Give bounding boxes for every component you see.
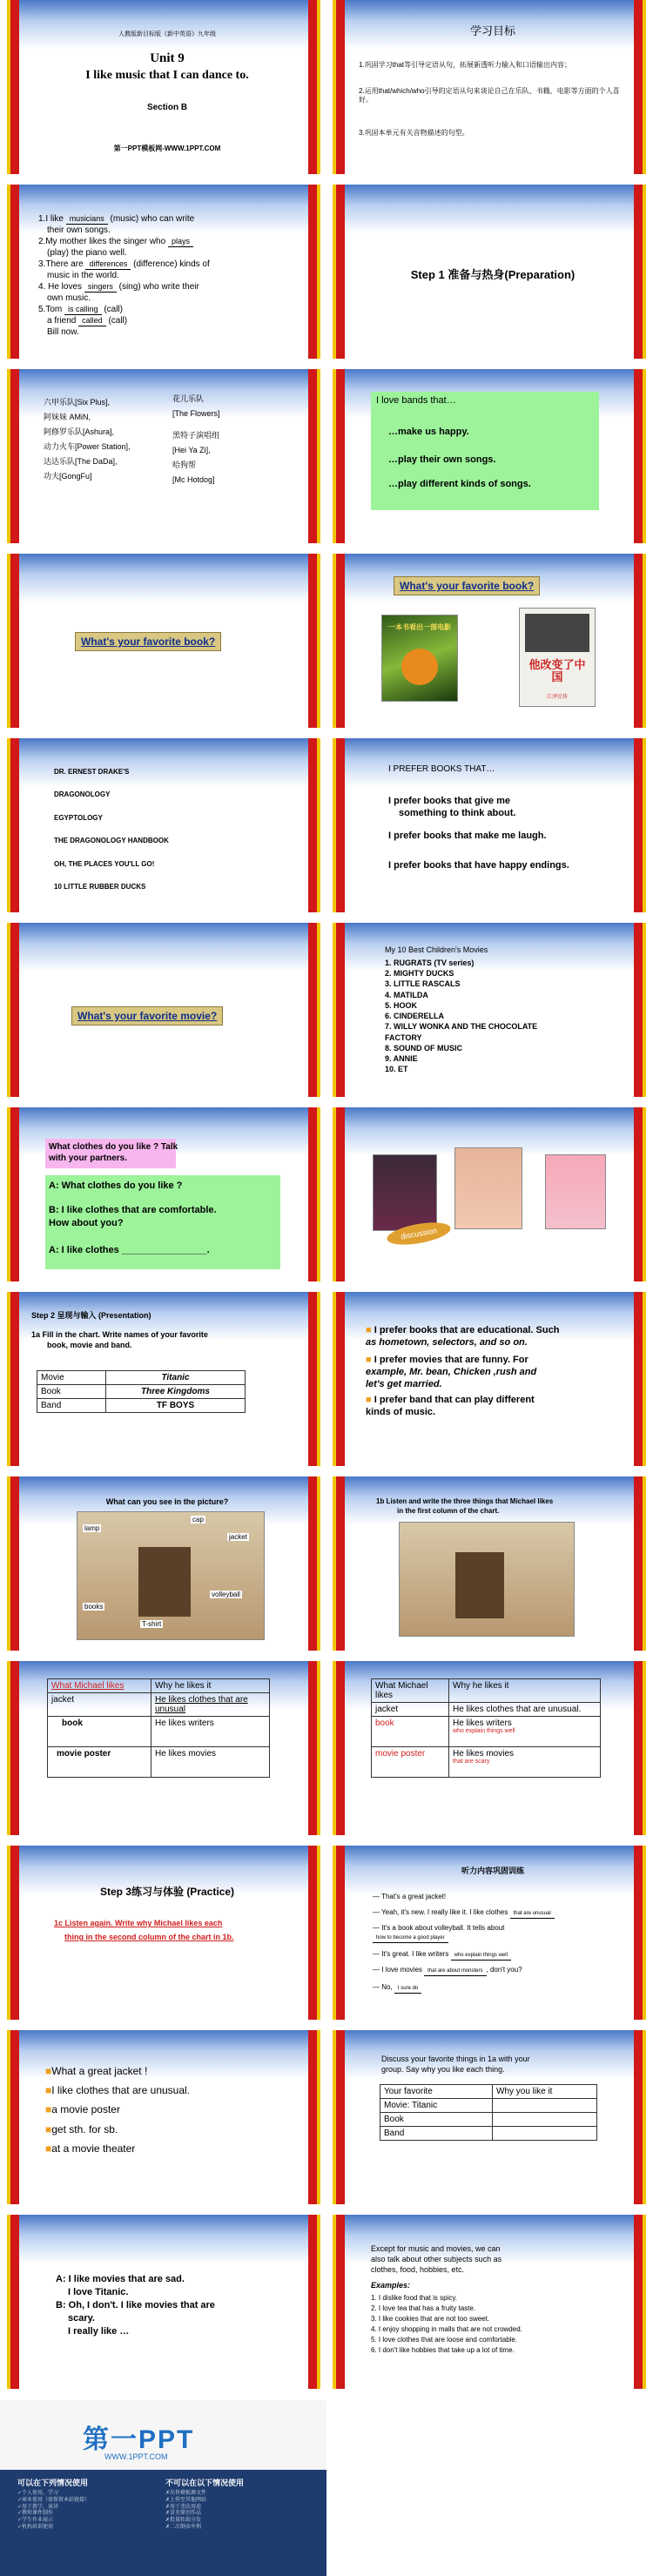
exercise-line-3: 3.There are differences (difference) kinds of: [38, 259, 210, 269]
prefer-line-1b: something to think about.: [399, 808, 516, 818]
slide-7-book-question[interactable]: [7, 554, 320, 728]
bands-intro: I love bands that…: [376, 395, 456, 406]
slide-1-title[interactable]: [7, 0, 320, 174]
michael-chart: [47, 1678, 270, 1778]
fill-instruction-2: book, movie and band.: [47, 1341, 132, 1349]
examples-list: 1. I dislike food that is spicy. 2. I love tea that has a fruity taste. 3. I like cookies that are not too sweet. 4. I enjoy shopping in malls that are not crowded. 5. I love clothes that are loose and comfortable. 6. I don't like hobbies that take up a lot of time.: [371, 2294, 522, 2354]
listening-line-4: — It's great. I like writers who explain things well: [373, 1950, 511, 1961]
exercise-line-2: 2.My mother likes the singer who plays: [38, 237, 193, 248]
person-figure: [138, 1547, 191, 1617]
examples-intro-1: Except for music and movies, we can: [371, 2244, 501, 2253]
bands-item-1: …make us happy.: [388, 427, 469, 437]
table-row: Movie Titanic: [37, 1371, 246, 1385]
table-row: book He likes writers who explain things well: [372, 1717, 601, 1747]
slide-17-picture-question[interactable]: [7, 1476, 320, 1651]
slide-24-discuss[interactable]: [333, 2030, 646, 2204]
book-cover-1: [381, 615, 458, 702]
listen-instruction-2: in the first column of the chart.: [397, 1507, 500, 1515]
step2-title: Step 2 呈现与输入 (Presentation): [31, 1311, 151, 1320]
goal-1: 1.巩固学习that等引导定语从句，拓展新透听力输入和口语输出内容；: [359, 61, 572, 69]
step3-title: Step 3练习与体验 (Practice): [99, 1886, 235, 1898]
table-row: jacket He likes clothes that are unusual.: [372, 1703, 601, 1717]
exercise-line-1b: their own songs.: [47, 225, 111, 235]
michael-chart-answers: [371, 1678, 601, 1778]
site-link[interactable]: 第一PPT模板网-WWW.1PPT.COM: [113, 145, 221, 152]
favorites-table: [37, 1370, 246, 1413]
model-line-4: scary.: [68, 2313, 95, 2324]
label-cap: cap: [192, 1516, 204, 1523]
listening-line-6: — No, I sure do: [373, 1983, 421, 1994]
book-list: DR. ERNEST DRAKE'S DRAGONOLOGY EGYPTOLOGY THE DRAGONOLOGY HANDBOOK OH, THE PLACES YOU'LL GO! 10 LITTLE RUBBER DUCKS: [54, 768, 169, 891]
slide-21-practice[interactable]: [7, 1846, 320, 2020]
bands-box: [371, 392, 599, 510]
listen-instruction: 1b Listen and write the three things that Michael likes: [376, 1497, 554, 1505]
book-covers-title: What's your favorite book?: [394, 576, 540, 595]
table-row: Movie: Titanic: [380, 2099, 597, 2113]
table-row: What Michael likes Why he likes it: [48, 1679, 270, 1693]
model-line-3: B: Oh, I don't. I like movies that are: [56, 2300, 215, 2310]
slide-20-chart-answers[interactable]: [333, 1661, 646, 1835]
exercise-line-6: a friend called (call): [47, 316, 128, 326]
slide-12-movie-list[interactable]: [333, 923, 646, 1097]
answer-note-movie: that are scary: [453, 1759, 490, 1765]
discuss-instruction-2: group. Say why you like each thing.: [381, 2065, 505, 2074]
slide-6-love-bands[interactable]: [333, 369, 646, 543]
slide-8-book-covers[interactable]: [333, 554, 646, 728]
picture-question: What can you see in the picture?: [105, 1497, 229, 1506]
book-cover-2-subtitle: 江泽民传: [546, 695, 568, 700]
slide-14-clothes-pictures[interactable]: [333, 1107, 646, 1281]
examples-heading: Examples:: [371, 2281, 411, 2290]
book-question-title: What's your favorite book?: [75, 632, 221, 651]
model-line-5: I really like …: [68, 2326, 130, 2337]
dialog-a1: A: What clothes do you like ?: [49, 1180, 183, 1191]
dialog-b2: How about you?: [49, 1218, 124, 1228]
usage-forbidden-list: ✗出售模板源文件 ✗上传至其他网站 ✗用于违法用途 ✗冒充原创作品 ✗批量转载分发 ✗二次倒卖牟利: [165, 2491, 207, 2530]
table-row: Band: [380, 2127, 597, 2141]
prefer-line-1: I prefer books that give me: [388, 796, 510, 806]
slide-26-examples[interactable]: [333, 2215, 646, 2389]
slide-4-step1[interactable]: [333, 185, 646, 359]
prefer-example-2: ■ I prefer movies that are funny. For example, Mr. bean, Chicken ,rush and let's get married.: [366, 1355, 537, 1389]
listening-line-2: — Yeah, it's new. I really like it. I like clothes that are unusual: [373, 1908, 555, 1919]
usage-allowed-heading: 可以在下列情况使用: [17, 2478, 89, 2487]
portrait-photo: [525, 614, 589, 652]
dialog-b1: B: I like clothes that are comfortable.: [49, 1205, 217, 1215]
exercise-line-2b: (play) the piano well.: [47, 248, 127, 258]
label-volleyball: volleyball: [212, 1591, 240, 1598]
slide-19-chart[interactable]: [7, 1661, 320, 1835]
room-illustration: [77, 1511, 265, 1640]
label-lamp: lamp: [84, 1524, 100, 1532]
label-jacket: jacket: [229, 1533, 247, 1541]
table-row: Your favorite Why you like it: [380, 2085, 597, 2099]
band-list-left: 六甲乐队[Six Plus], 阿妹妹 AMiN, 阿修罗乐队[Ashura], 动力火车[Power Station], 达达乐队[The DaDa], 功夫[GongFu]: [44, 398, 131, 481]
bands-item-3: …play different kinds of songs.: [388, 479, 531, 489]
slide-9-book-list[interactable]: [7, 738, 320, 912]
slide-3-exercise[interactable]: [7, 185, 320, 359]
cardigan-photo: [545, 1154, 606, 1229]
movie-list: 1. RUGRATS (TV series) 2. MIGHTY DUCKS 3. LITTLE RASCALS 4. MATILDA 5. HOOK 6. CINDERELLA 7. WILLY WONKA AND THE CHOCOLATE FACTORY 8. SOUND OF MUSIC 9. ANNIE 10. ET: [385, 958, 538, 1074]
slide-13-clothes-dialog[interactable]: [7, 1107, 320, 1281]
model-line-2: I love Titanic.: [68, 2287, 129, 2297]
practice-instruction: 1c Listen again. Write why Michael likes each: [54, 1919, 223, 1927]
movie-list-title: My 10 Best Children's Movies: [385, 945, 488, 954]
dialog-a2: A: I like clothes ________________.: [49, 1245, 210, 1255]
goal-3: 3.巩固本单元有关音物描述的句型。: [359, 129, 469, 137]
table-row: Book Three Kingdoms: [37, 1385, 246, 1399]
slide-25-model-dialog[interactable]: [7, 2215, 320, 2389]
book-cover-2: [519, 608, 596, 707]
table-row: Band TF BOYS: [37, 1399, 246, 1413]
listening-review-title: 听力内容巩固训练: [461, 1866, 524, 1875]
prefer-example-3: ■ I prefer band that can play different kinds of music.: [366, 1395, 535, 1417]
exercise-line-5: 5.Tom is calling (call): [38, 305, 123, 314]
usage-forbidden-heading: 不可以在以下情况使用: [165, 2478, 245, 2487]
prefer-line-2: I prefer books that make me laugh.: [388, 831, 547, 841]
lesson-title: I like music that I can dance to.: [85, 69, 249, 82]
clothes-question: What clothes do you like ? Talk: [49, 1142, 178, 1152]
label-books: books: [84, 1603, 104, 1611]
exercise-line-1: 1.I like musicians (music) who can write: [38, 214, 195, 224]
table-row: movie poster He likes movies: [48, 1747, 270, 1778]
exercise-line-4b: own music.: [47, 293, 91, 303]
slide-15-presentation[interactable]: [7, 1292, 320, 1466]
slide-10-prefer-books[interactable]: [333, 738, 646, 912]
clothes-question-2: with your partners.: [49, 1153, 128, 1163]
hoodie-photo: [373, 1154, 437, 1231]
discuss-instruction: Discuss your favorite things in 1a with your: [381, 2055, 530, 2063]
examples-intro-2: also talk about other subjects such as: [371, 2255, 502, 2263]
section-label: Section B: [146, 103, 188, 112]
discuss-table: [380, 2084, 597, 2141]
discussion-badge: discussion: [386, 1219, 453, 1249]
site-logo[interactable]: 第一PPT: [83, 2425, 195, 2454]
listening-line-5: — I love movies that are about monsters , don't you?: [373, 1966, 522, 1976]
phrase-list: ■What a great jacket ! ■I like clothes that are unusual. ■a movie poster ■get sth. for sb. ■at a movie theater: [45, 2065, 191, 2155]
exercise-line-6b: Bill now.: [47, 327, 79, 337]
table-row: What Michael likes Why he likes it: [372, 1679, 601, 1703]
exercise-line-3b: music in the world.: [47, 271, 119, 280]
label-tshirt: T-shirt: [142, 1620, 162, 1628]
unit-label: Unit 9: [150, 51, 185, 65]
slide-11-movie-question[interactable]: [7, 923, 320, 1097]
site-footer: [0, 2400, 326, 2576]
prefer-heading: I PREFER BOOKS THAT…: [388, 764, 495, 774]
slide-16-prefer-examples[interactable]: [333, 1292, 646, 1466]
slide-5-bands[interactable]: [7, 369, 320, 543]
table-row: movie poster He likes movies that are scary: [372, 1747, 601, 1778]
prefer-line-3: I prefer books that have happy endings.: [388, 860, 569, 871]
book-cover-1-title: 一本书看出一部电影: [388, 623, 451, 631]
table-row: jacket He likes clothes that are unusual: [48, 1693, 270, 1717]
textbook-header: 人教版新目标版《新中英语》九年级: [118, 31, 216, 37]
band-list-right: 花儿乐队 [The Flowers] 黑特子演唱组 [Hei Ya Zi], 哈狗帮 [Mc Hotdog]: [172, 394, 220, 485]
book-cover-2-title: 他改变了中国: [528, 658, 586, 684]
prefer-example-1: ■ I prefer books that are educational. Such as hometown, selectors, and so on.: [366, 1325, 560, 1348]
exercise-line-4: 4. He loves singers (sing) who write their: [38, 282, 199, 292]
step1-title: Step 1 准备与热身(Preparation): [410, 268, 576, 281]
goals-title: 学习目标: [469, 24, 515, 37]
shirt-photo: [454, 1147, 522, 1229]
butterfly-icon: [401, 649, 438, 685]
listening-line-1: — That's a great jacket!: [373, 1893, 447, 1900]
room-illustration-2: [399, 1522, 575, 1637]
practice-instruction-2: thing in the second column of the chart in 1b.: [64, 1933, 234, 1941]
fill-instruction: 1a Fill in the chart. Write names of your favorite: [31, 1330, 208, 1339]
listening-line-3: — It's a book about volleyball. It tells about how to become a good player: [373, 1924, 504, 1943]
slide-18-listen[interactable]: [333, 1476, 646, 1651]
model-line-1: A: I like movies that are sad.: [56, 2274, 185, 2284]
slide-22-listening-review[interactable]: [333, 1846, 646, 2020]
goal-2: 2.运用that/which/who引导的定语从句来谈论自己在乐队、书籍，电影等方面的个人喜好。: [359, 87, 620, 104]
usage-allowed-list: ✓个人使用，学习 ✓商业使用（需保留本站链接） ✓用于教学，演讲 ✓教师课件制作 ✓学生作业展示 ✓机构培训使用: [17, 2491, 91, 2530]
table-row: Book: [380, 2113, 597, 2127]
movie-question-title: What's your favorite movie?: [71, 1006, 223, 1026]
bands-item-2: …play their own songs.: [388, 454, 496, 465]
slide-2-goals[interactable]: [333, 0, 646, 174]
examples-intro-3: clothes, food, hobbies, etc.: [371, 2265, 465, 2274]
site-url[interactable]: WWW.1PPT.COM: [104, 2452, 168, 2461]
table-row: book He likes writers: [48, 1717, 270, 1747]
slide-23-phrases[interactable]: [7, 2030, 320, 2204]
answer-note-book: who explain things well: [453, 1728, 515, 1734]
person-figure-2: [455, 1552, 504, 1618]
